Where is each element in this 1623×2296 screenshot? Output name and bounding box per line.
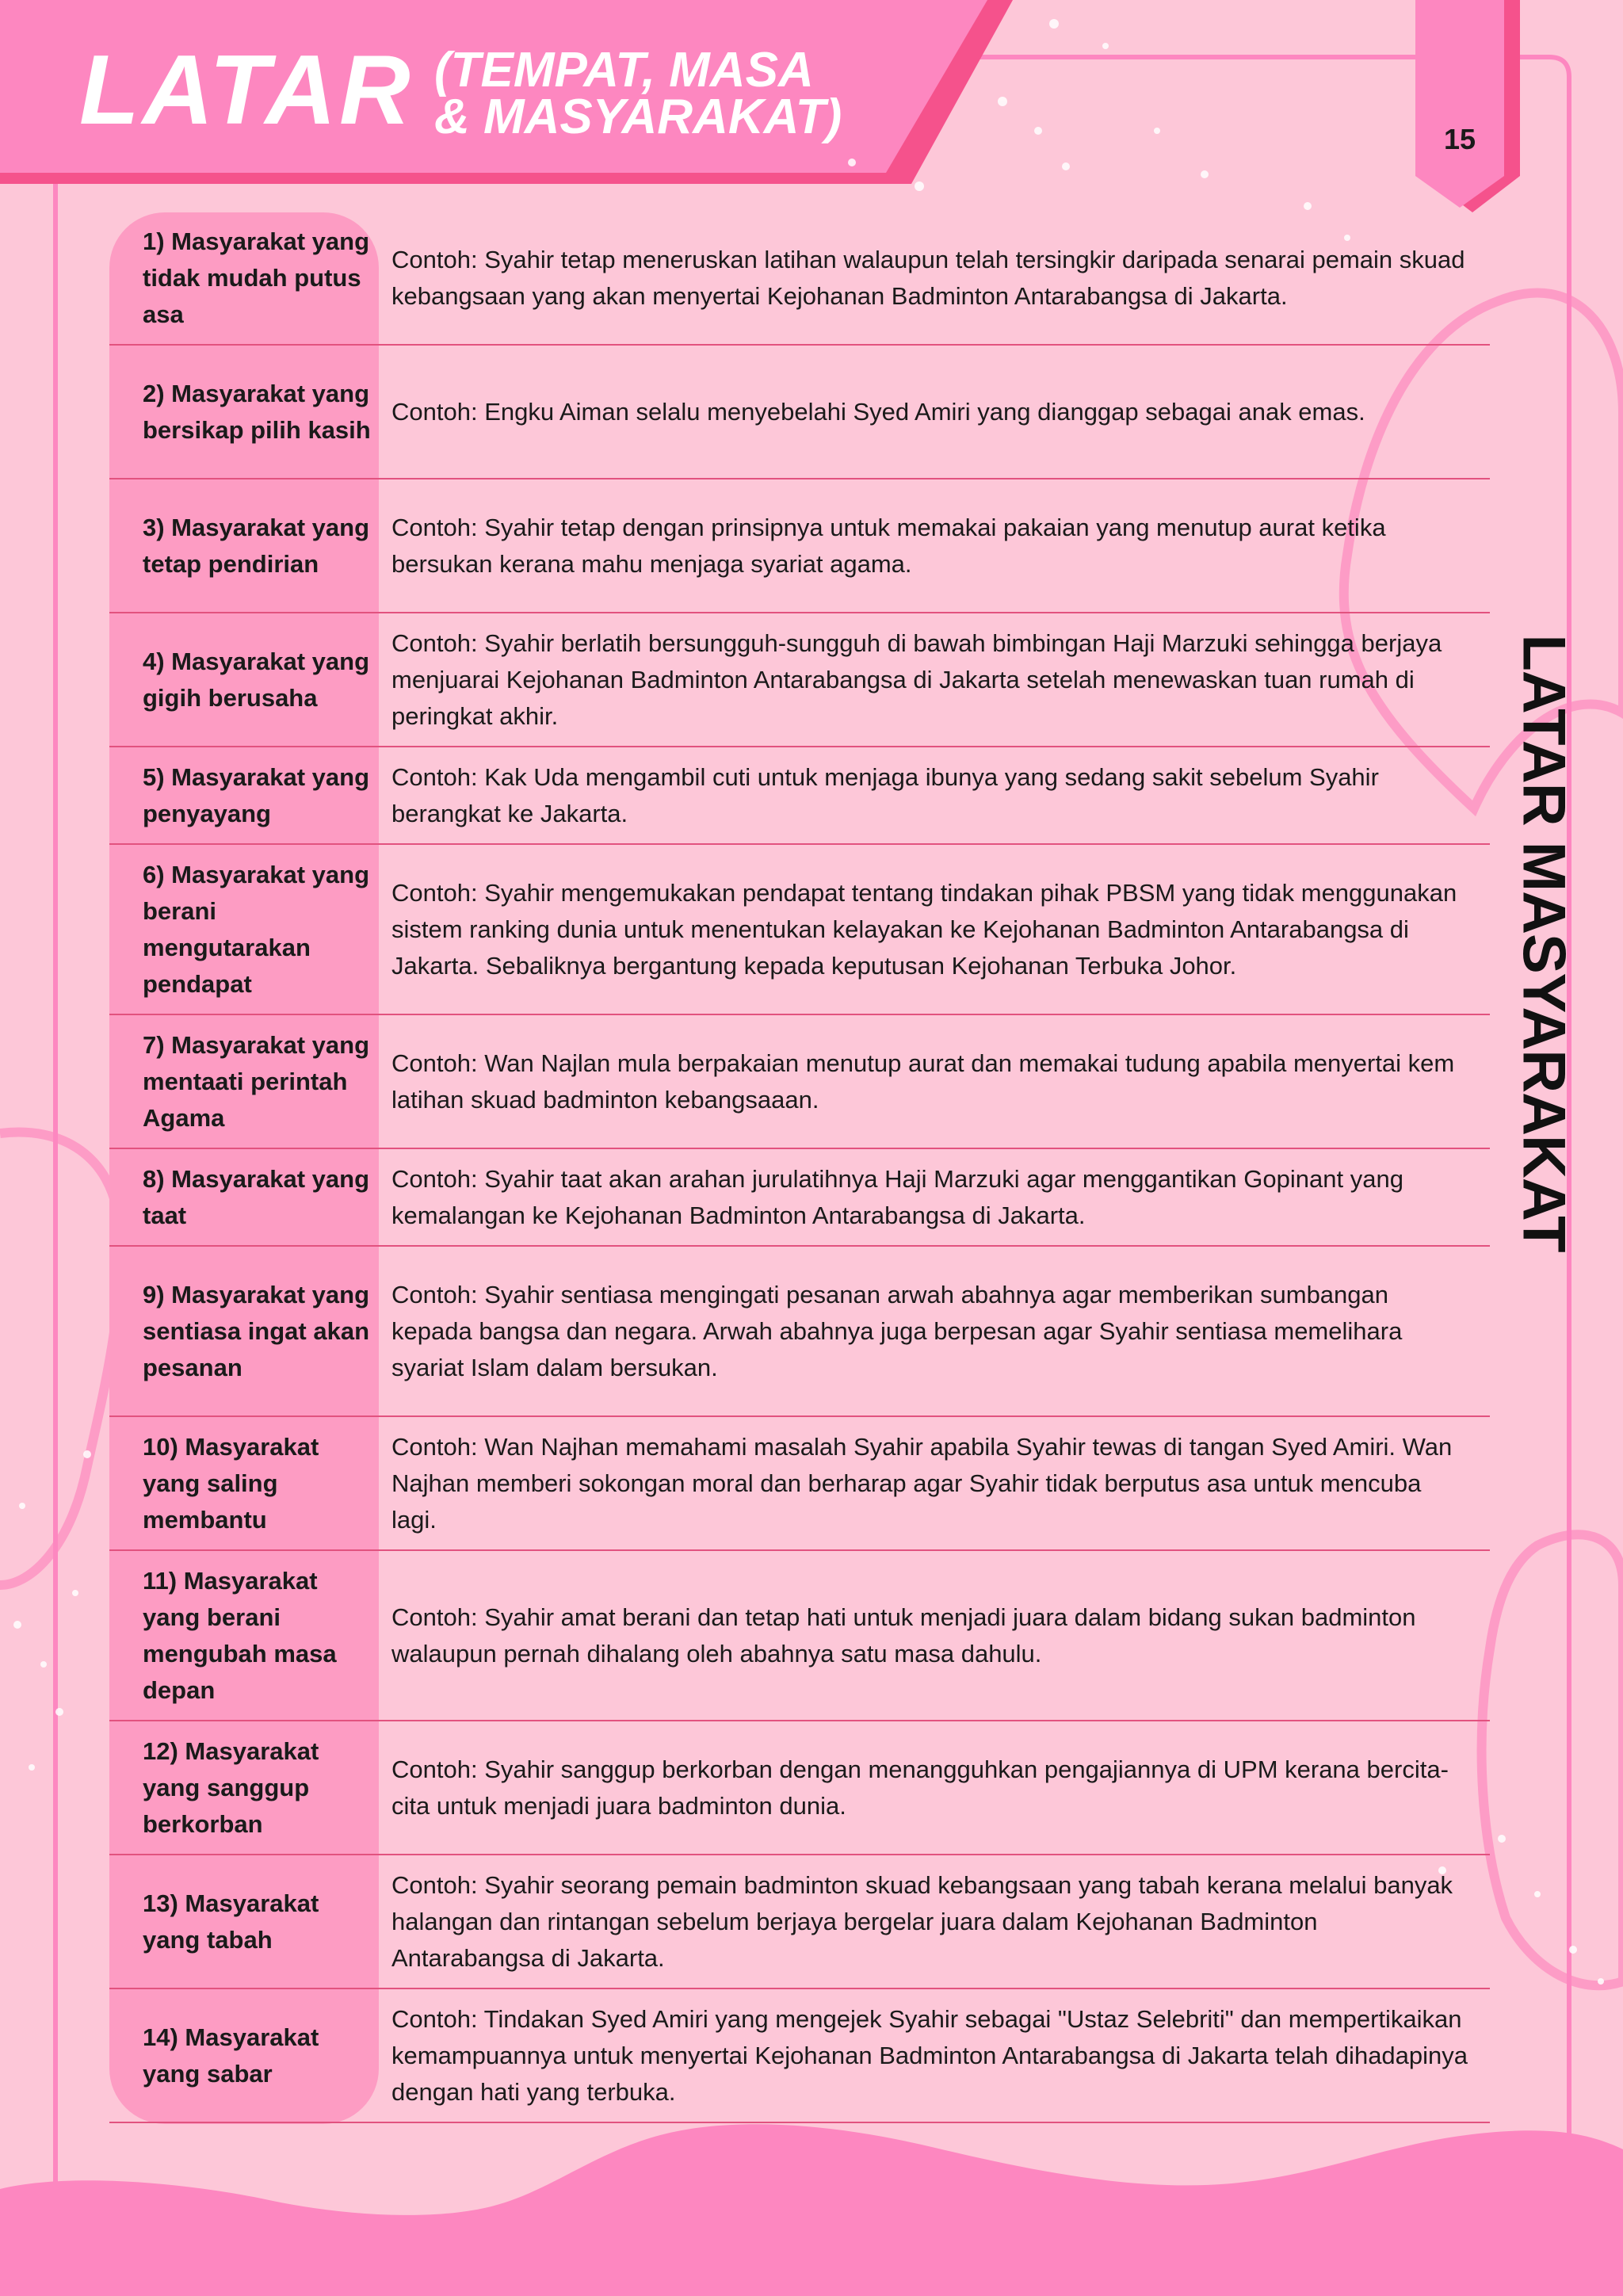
row-label: 5) Masyarakat yang penyayang (143, 762, 370, 827)
table-row (109, 1551, 1490, 1721)
decor-blob-left (0, 1132, 120, 1585)
row-example: Contoh: Syahir sanggup berkorban dengan menangguhkan pengajiannya di UPM kerana bercita-cita untuk menjadi juara badminton dunia. (391, 1755, 1449, 1820)
table-row (109, 747, 1490, 845)
row-example: Contoh: Tindakan Syed Amiri yang mengejek Syahir sebagai "Ustaz Selebriti" dan mempertikaikan kemampuannya untuk menyertai Kejohanan Badminton Antarabangsa di Jakarta telah dihadapinya dengan hati yang terbuka. (391, 2004, 1468, 2106)
row-example: Contoh: Syahir sentiasa mengingati pesanan arwah abahnya agar memberikan sumbangan kepada bangsa dan negara. Arwah abahnya juga berpesan agar Syahir sentiasa memelihara syariat Islam dalam bersukan. (391, 1280, 1403, 1381)
table-row (109, 1149, 1490, 1247)
side-title: LATAR MASYARAKAT (1510, 634, 1578, 1252)
row-example: Contoh: Syahir tetap meneruskan latihan walaupun telah tersingkir daripada senarai pemain skuad kebangsaan yang akan menyertai Kejohanan Badminton Antarabangsa di Jakarta. (391, 246, 1465, 310)
table-row (109, 845, 1490, 1015)
page-tab (1415, 0, 1504, 208)
table-row (109, 1721, 1490, 1855)
row-example: Contoh: Syahir tetap dengan prinsipnya untuk memakai pakaian yang menutup aurat ketika bersukan kerana mahu menjaga syariat agama. (391, 513, 1386, 578)
row-example: Contoh: Syahir seorang pemain badminton skuad kebangsaan yang tabah kerana melalui banyak halangan dan rintangan sebelum berjaya bergelar juara dalam Kejohanan Badminton Antarabangsa di Jakarta. (391, 1870, 1453, 1972)
row-label: 7) Masyarakat yang mentaati perintah Agama (143, 1030, 370, 1132)
table-row (109, 1855, 1490, 1989)
table-row (109, 1015, 1490, 1149)
page-subtitle-line-1: (TEMPAT, MASA (434, 43, 814, 97)
page-title: LATAR (79, 36, 414, 145)
row-label: 1) Masyarakat yang tidak mudah putus asa (143, 227, 370, 328)
row-label: 9) Masyarakat yang sentiasa ingat akan pesanan (143, 1280, 370, 1381)
row-example: Contoh: Syahir taat akan arahan jurulatihnya Haji Marzuki agar menggantikan Gopinant yang kemalangan ke Kejohanan Badminton Antarabangsa di Jakarta. (391, 1164, 1403, 1229)
row-example: Contoh: Wan Najlan mula berpakaian menutup aurat dan memakai tudung apabila menyertai kem latihan skuad badminton kebangsaaan. (391, 1049, 1455, 1114)
row-example: Contoh: Syahir berlatih bersungguh-sungguh di bawah bimbingan Haji Marzuki sehingga berjaya menjuarai Kejohanan Badminton Antarabangsa di Jakarta setelah menewaskan tuan rumah di peringkat akhir. (391, 628, 1442, 730)
table-row (109, 1417, 1490, 1551)
society-table (109, 212, 1490, 2123)
row-example: Contoh: Engku Aiman selalu menyebelahi Syed Amiri yang dianggap sebagai anak emas. (391, 397, 1365, 426)
row-label: 6) Masyarakat yang berani mengutarakan pendapat (143, 860, 370, 998)
page-subtitle (434, 43, 910, 144)
decor-blob-lower-right (1482, 1534, 1623, 1985)
page-number: 15 (1443, 123, 1476, 155)
row-example: Contoh: Syahir mengemukakan pendapat tentang tindakan pihak PBSM yang tidak menggunakan sistem ranking dunia untuk menentukan kelayakan ke Kejohanan Badminton Antarabangsa di Jakarta. Sebaliknya bergantung kepada keputusan Kejohanan Terbuka Johor. (391, 878, 1457, 980)
table-row (109, 613, 1490, 747)
table-row (109, 479, 1490, 613)
table-row (109, 1989, 1490, 2123)
table-row (109, 1247, 1490, 1417)
row-label: 12) Masyarakat yang sanggup berkorban (143, 1736, 319, 1838)
row-label: 11) Masyarakat yang berani mengubah masa depan (143, 1566, 337, 1704)
row-label: 14) Masyarakat yang sabar (143, 2023, 319, 2088)
table-row (109, 212, 1490, 346)
row-example: Contoh: Kak Uda mengambil cuti untuk menjaga ibunya yang sedang sakit sebelum Syahir berangkat ke Jakarta. (391, 762, 1379, 827)
row-label: 3) Masyarakat yang tetap pendirian (143, 513, 370, 578)
row-example: Contoh: Wan Najhan memahami masalah Syahir apabila Syahir tewas di tangan Syed Amiri. Wan Najhan memberi sokongan moral dan berharap agar Syahir tidak berputus asa untuk mencuba lagi. (391, 1432, 1453, 1534)
row-label: 10) Masyarakat yang saling membantu (143, 1432, 319, 1534)
row-label: 2) Masyarakat yang bersikap pilih kasih (143, 379, 371, 444)
row-label: 8) Masyarakat yang taat (143, 1164, 370, 1229)
page-subtitle-line-2: & MASYARAKAT) (434, 89, 842, 144)
row-example: Contoh: Syahir amat berani dan tetap hati untuk menjadi juara dalam bidang sukan badminton walaupun pernah dihalang oleh abahnya satu masa dahulu. (391, 1603, 1416, 1668)
row-label: 4) Masyarakat yang gigih berusaha (143, 647, 370, 712)
table-rows (109, 212, 1490, 2123)
table-row (109, 346, 1490, 479)
bottom-wave (0, 2124, 1623, 2296)
row-label: 13) Masyarakat yang tabah (143, 1889, 319, 1954)
